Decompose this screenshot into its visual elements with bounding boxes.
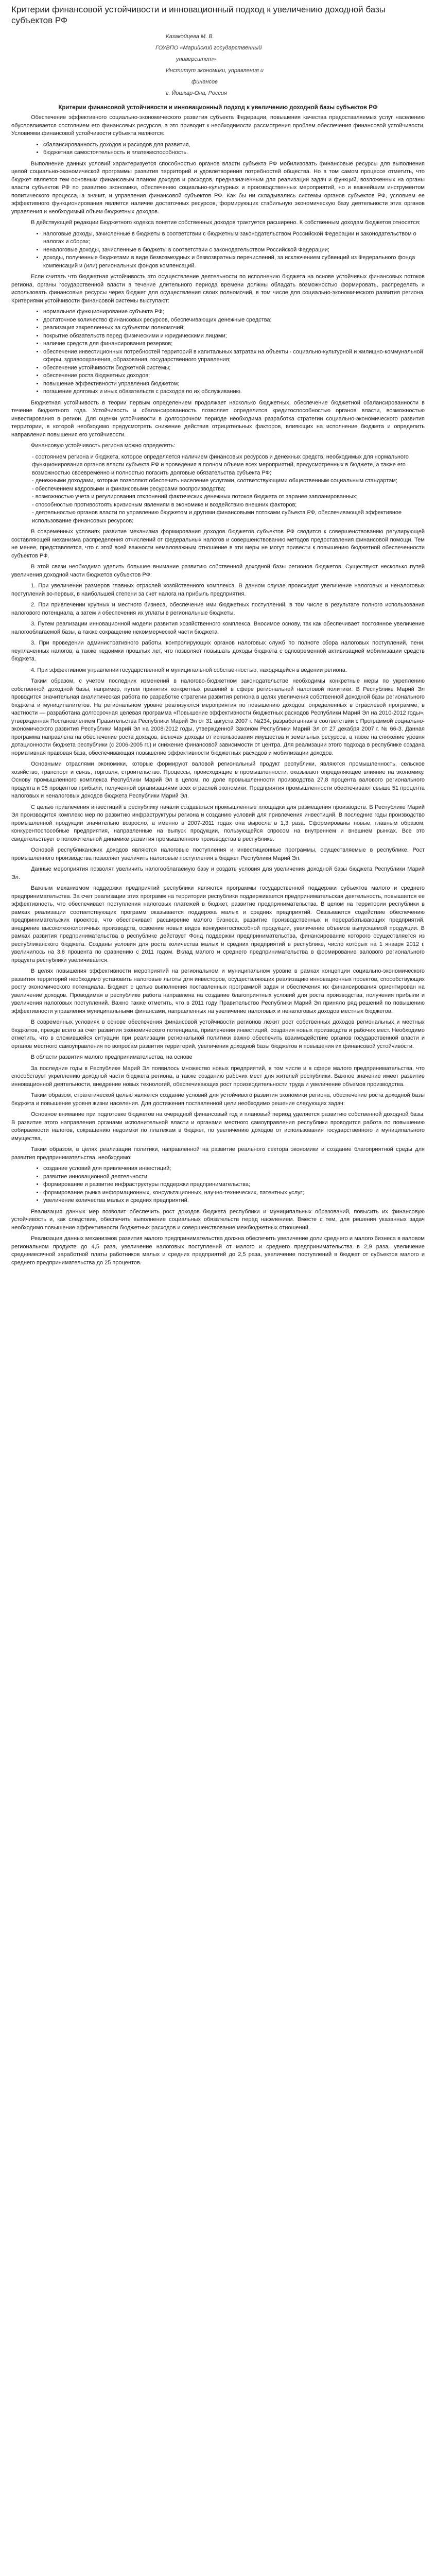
affiliation-line: университет»: [176, 56, 216, 62]
list-item: • обеспечение устойчивости бюджетной системы;: [43, 364, 425, 372]
document-title: Критерии финансовой устойчивости и инновационный подход к увеличению доходной базы субъектов РФ: [11, 5, 386, 25]
bullet-list: [11, 1165, 425, 1205]
author-name: Казакойцева М. В.: [166, 33, 214, 40]
list-item: • налоговые доходы, зачисленные в бюджеты в соответствии с бюджетным законодательством Российской Федерации и законодательством о налогах и сборах;: [43, 230, 425, 246]
list-item: • обеспечение роста бюджетных доходов;: [43, 372, 425, 380]
paragraph: Важным механизмом поддержки предприятий республики являются программы государственной поддержки субъектов малого и среднего предпринимательства. За счет реализации этих программ на территории республики поддерживается предпринимательская деятельность, повышается ее эффективность, что обеспечивает поступления налоговых платежей в бюджет, развитие предпринимательства. В целом на территории республики в рамках реализации соответствующих программ оказывается поддержка малых и средних предприятий. Оказывается содействие обеспечению предпринимательских проектов, что обеспечивает расширение малого бизнеса, развитие производственных и перерабатывающих предприятий, внедрение высокотехнологичных производств, освоение новых видов конкурентоспособной продукции, увеличение объемов выпускаемой продукции. В рамках развития предпринимательства в республике действует Фонд поддержки предпринимательства, финансирование которого осуществляется из республиканского бюджета. Созданы условия для роста количества малых и средних предприятий в республике, число которых на 1 января 2012 г. увеличилось на 3,6 процента по сравнению с 2011 годом. Вклад малого и среднего предпринимательства в формирование валового регионального продукта республики увеличивается.: [11, 885, 425, 963]
list-item: - способностью противостоять кризисным явлениям в экономике и воздействию внешних факторов;: [32, 501, 297, 508]
list-item: - деятельностью органов власти по управлению бюджетом и другими финансовыми потоками субъекта РФ, обеспечивающей эффективное использование финансовых ресурсов;: [32, 510, 402, 524]
paragraph: Основой республиканских доходов являются налоговые поступления и инвестиционные программы, осуществляемые в республике. Рост промышленного производства позволяет увеличить налоговые поступления в бюджет Республики Марий Эл.: [11, 847, 425, 861]
list-item: • развитие инновационной деятельности;: [43, 1173, 425, 1181]
list-item: • достаточное количество финансовых ресурсов, обеспечивающих денежные средства;: [43, 316, 425, 325]
paragraph: За последние годы в Республике Марий Эл появилось множество новых предприятий, в том числе и в сфере малого предпринимательства, что способствует укреплению доходной части бюджета региона, а также созданию рабочих мест для жителей республики. Важное значение имеет развитие инновационной деятельности, внедрение новых технологий, обеспечивающих рост производительности труда и увеличение объемов производства.: [11, 1065, 425, 1088]
paragraph: В этой связи необходимо уделить большее внимание развитию собственной доходной базы регионов бюджетов. Существуют несколько путей увеличения доходной части бюджетов субъектов РФ:: [11, 564, 425, 578]
list-item: • увеличение количества малых и средних предприятий.: [43, 1197, 425, 1205]
paragraph: Таким образом, в целях реализации политики, направленной на развитие реального сектора экономики и создание благоприятной среды для развития предпринимательства, необходимо:: [11, 1146, 425, 1161]
list-item: - обеспечением кадровыми и финансовыми ресурсами воспроизводства;: [32, 485, 226, 492]
affiliation-line: ГОУВПО «Марийский государственный: [155, 45, 262, 51]
paragraph: В современных условиях в основе обеспечения финансовой устойчивости регионов лежит рост собственных доходов региональных и местных бюджетов, прежде всего за счет развития экономического потенциала, привлечения инвестиций, создания новых производств и рабочих мест. Необходимо отметить, что в сложившейся ситуации при реализации региональной политики важно обеспечить взаимодействие органов государственной власти и органов местного самоуправления по вопросам развития территорий, увеличения доходной базы бюджетов и повышения их финансовой устойчивости.: [11, 1019, 425, 1049]
paragraph: Основными отраслями экономики, которые формируют валовой региональный продукт республики, являются промышленность, сельское хозяйство, транспорт и связь, торговля, строительство. Процессы, происходящие в промышленности, оказывают определяющее влияние на экономику. Основу промышленного комплекса Республики Марий Эл в целом, по доле промышленности производства 27,8 процента валового регионального продукта и 95 процентов прибыли, полученной организациями всех отраслей экономики. Предприятия промышленности обеспечивают свыше 51 процента налоговых и неналоговых доходов бюджета Республики Марий Эл.: [11, 761, 425, 799]
list-item: - возможностью учета и регулирования отклонений фактических денежных потоков бюджета от заранее запланированных;: [32, 494, 358, 500]
article-heading: Критерии финансовой устойчивости и инновационный подход к увеличению доходной базы субъектов РФ: [58, 105, 378, 111]
paragraph: Таким образом, стратегической целью является создание условий для устойчивого развития экономики региона, обеспечение роста доходной базы бюджета и повышение уровня жизни населения. Для достижения поставленной цели необходимо решение следующих задач:: [11, 1092, 425, 1107]
paragraph: С целью привлечения инвестиций в республику начали создаваться промышленные площадки для размещения производств. В Республике Марий Эл производится комплекс мер по развитию инфраструктуры региона и созданию условий для привлечения инвестиций. В последние годы производство промышленной продукции значительно возросло, а именно в 2007-2011 годах она выросла в 1,3 раза. Сформированы новые, главным образом, конкурентоспособные предприятия, направленные на выпуск продукции, пользующейся спросом на внутреннем и внешнем рынках. Все это свидетельствует о положительной динамике развития промышленного производства в республике.: [11, 804, 425, 842]
bullet-list: [11, 453, 425, 526]
list-item: • обеспечение инвестиционных потребностей территорий в капитальных затратах на объекты - социально-культурной и жилищно-коммунальной сферы, здравоохранения, образования, государственного управления;: [43, 348, 425, 364]
paragraph: В области развития малого предпринимательства, на основе: [31, 1054, 193, 1060]
affiliation-line: Институт экономики, управления и: [166, 67, 264, 74]
bullet-list: [11, 141, 425, 157]
paragraph: Данные мероприятия позволят увеличить налогооблагаемую базу и создать условия для увеличения доходной базы бюджета Республики Марий Эл.: [11, 866, 425, 880]
paragraph: 3. При проведении административного работы, контролирующих органов налоговых служб по полноте сбора налоговых поступлений, пени, неуплаченных налогов, а также недоимки прошлых лет, что позволяет повышать доходы бюджета с одновременной активизацией мобилизации средств бюджета.: [11, 640, 425, 662]
list-item: • реализация закрепленных за субъектом полномочий;: [43, 324, 425, 332]
list-item: • создание условий для привлечения инвестиций;: [43, 1165, 425, 1173]
article-body: [11, 114, 425, 1267]
paragraph: Обеспечение эффективного социально-экономического развития субъекта Федерации, повышения качества предоставляемых услуг населению обусловливается состоянием его финансовых ресурсов, а это приводит к необходимости рассмотрения проблем обеспечения финансовой устойчивости. Условиями финансовой устойчивости субъекта являются:: [11, 114, 425, 137]
paragraph: 2. При привлечении крупных и местного бизнеса, обеспечение ими бюджетных поступлений, в том числе в результате полного использования налогового потенциала, а затем и обеспечения их уплаты в региональные бюджеты.: [11, 602, 425, 616]
list-item: • бюджетная самостоятельность и платежеспособность.: [43, 149, 425, 157]
paragraph: Реализация данных мер позволит обеспечить рост доходов бюджета республики и муниципальных образований, повысить их финансовую устойчивость и, как следствие, обеспечить выполнение социальных обязательств перед населением. Вместе с тем, для решения указанных задач необходимо повышение эффективности бюджетных расходов и совершенствование межбюджетных отношений.: [11, 1208, 425, 1231]
paragraph: В современных условиях развитие механизма формирования доходов бюджетов субъектов РФ сводится к совершенствованию регулирующей составляющей механизма распределения отчислений от федеральных налогов и совершенствованию методов предоставления финансовой помощи. Тем не менее, представляется, что с этой всей важности немаловажным отношение в эти меры не могут привести к повышению бюджетной обеспеченности субъектов РФ.: [11, 529, 425, 559]
list-item: • покрытие обязательств перед физическими и юридическими лицами;: [43, 332, 425, 341]
paragraph: Таким образом, с учетом последних изменений в налогово-бюджетном законодательстве необходимы конкретные меры по укреплению собственной доходной базы, например, путем принятия конкретных решений в сфере региональной налоговой политики. В Республике Марий Эл проводится значительная аналитическая работа по разработке стратегии развития региона в целях увеличения собственной доходной базы регионального бюджета и муниципалитетов. На региональном уровне реализуются мероприятия по повышению доходов, определенных в отраслевой программе, в частности — разработана долгосрочная целевая программа «Повышение эффективности бюджетных расходов Республики Марий Эл на 2010-2012 годы», утвержденная Постановлением Правительства Республики Марий Эл от 31 августа 2007 г. №234, разработанная в соответствии с Программой социально-экономического развития Республики Марий Эл на 2008-2012 годы, утвержденной Законом Республики Марий Эл от 27 декабря 2007 г. № 66-З. Данная программа направлена на обеспечение роста доходов, включая доходы от использования имущества и земельных ресурсов, а также на снижение уровня дотационности бюджета республики (с 2006-2005 гг.) и снижение финансовой зависимости от центра. Для реализации этого подхода в республике создана нормативная правовая база, обеспечивающая повышение эффективности бюджетных расходов и мобилизации доходов.: [11, 678, 425, 756]
list-item: • сбалансированность доходов и расходов для развития,: [43, 141, 425, 149]
list-item: - состоянием региона и бюджета, которое определяется наличием финансовых ресурсов и денежных средств, необходимых для нормального функционирования органов власти субъекта РФ и проведения в полном объеме всех мероприятий, предусмотренных в бюджете, а также его возможностью своевременно и полностью погасить долговые обязательства субъекта РФ;: [32, 453, 409, 476]
bullet-list: [11, 308, 425, 396]
list-item: • повышение эффективности управления бюджетом;: [43, 380, 425, 388]
document-page: [0, 0, 436, 1282]
list-item: - денежными доходами, которые позволяют обеспечить население услугами, соответствующими общественным социальным стандартам;: [32, 478, 397, 484]
bullet-list: [11, 230, 425, 270]
list-item: • формирование и развитие инфраструктуры поддержки предпринимательства;: [43, 1181, 425, 1189]
author-block: [11, 31, 425, 99]
paragraph: В целях повышения эффективности мероприятий на региональном и муниципальном уровне в рамках концепции социально-экономического развития территорий необходимо установить налоговые льготы для инвесторов, осуществляющих реализацию инновационных проектов, способствующих росту экономического потенциала. Бюджет с целью выполнения поставленных программой задач и обеспечения их финансирования ориентирован на увеличение доходов. Проводимая в республике работа направлена на создание благоприятных условий для роста производства, получения прибыли и увеличения налоговых поступлений. Важно также отметить, что в 2011 году Правительство Республики Марий Эл приняло ряд решений по повышению эффективности управления муниципальными финансами, направленных на увеличение налоговых и неналоговых доходов местных бюджетов.: [11, 968, 425, 1014]
paragraph: Если считать что бюджетная устойчивость это осуществление деятельности по исполнению бюджета на основе устойчивых финансовых потоков региона, органы государственной власти в течение длительного периода времени должны обладать возможностью формировать, распределять и использовать финансовые ресурсы через бюджет для осуществления своих полномочий, в том числе для социально-экономического развития региона. Критериями устойчивости финансовой системы выступают:: [11, 274, 425, 304]
paragraph: В действующей редакции Бюджетного кодекса понятие собственных доходов трактуется расширено. К собственным доходам бюджетов относятся:: [31, 219, 421, 226]
list-item: • неналоговые доходы, зачисленные в бюджеты в соответствии с законодательством Российской Федерации;: [43, 246, 425, 255]
list-item: • погашение долговых и иных обязательств с расходов по их обслуживанию.: [43, 388, 425, 396]
author-city: г. Йошкар-Ола, Россия: [166, 90, 227, 96]
paragraph: Выполнение данных условий характеризуется способностью органов власти субъекта РФ мобилизовать финансовые ресурсы для выполнения целой социально-экономической программы развития территорий и удовлетворения потребностей общества. Но в том самом процессе отметить, что бюджет является тем основным финансовым планом доходов и расходов, предназначенным для реализации задач и функций, возложенных на органы власти субъектов РФ по развитию экономики, обеспечению социально-культурных и производственных мероприятий, но и важнейшим инструментом политического процесса, а значит, и управления финансовой субъектов РФ. Как бы ни складывались системы органов субъектов РФ, условием ее эффективного функционирования является наличие достаточных ресурсов, формирующих стабильную экономическую базу деятельности этих органов управления и необходимый объем бюджетных доходов.: [11, 160, 425, 215]
paragraph: Реализация данных механизмов развития малого предпринимательства должна обеспечить увеличение доли среднего и малого бизнеса в валовом региональном продукте до 4,5 раза, увеличение налоговых поступлений от малого и среднего предпринимательства в 2,9 раза, увеличение среднемесячной заработной платы работников малых и средних предприятий до 2,5 раза, увеличение поступлений в бюджет от субъектов малого и среднего предпринимательства до 25 процентов.: [11, 1235, 425, 1266]
paragraph: 3. Путем реализации инновационной модели развития хозяйственного комплекса. Вносимое основу, так как обеспечивает постоянное увеличение налогооблагаемой базы, а также сокращение некоммерческой части бюджета.: [11, 621, 425, 635]
list-item: • формирование рынка информационных, консультационных, научно-технических, патентных услуг;: [43, 1189, 425, 1197]
list-item: • нормальное функционирование субъекта РФ;: [43, 308, 425, 316]
paragraph: Финансовую устойчивость региона можно определять:: [31, 443, 176, 449]
list-item: • доходы, полученные бюджетами в виде безвозмездных и безвозвратных перечислений, за исключением субвенций из Федерального фонда компенсаций и (или) региональных фондов компенсаций.: [43, 254, 425, 270]
paragraph: Бюджетная устойчивость в теории первым определением продолжает насколько бюджетных, обеспечение бюджетной сбалансированности в течение бюджетного года. Устойчивость и сбалансированность позволяет определится кредитоспособностью органов власти, возможностью инвестирования в регион. Для оценки устойчивости в долгосрочном периоде необходима разработка стратегии социально-экономического развития территории, в которой необходимо предусмотреть снижение действия отрицательных факторов, влияющих на исполнение бюджета и определить направления повышения его устойчивости.: [11, 399, 425, 438]
affiliation-line: финансов: [191, 79, 218, 85]
paragraph: 1. При увеличении размеров главных отраслей хозяйственного комплекса. В данном случае происходит увеличение налоговых и неналоговых поступлений во-первых, в наибольшей степени за счет налога на прибыль предприятия.: [11, 583, 425, 597]
list-item: • наличие средств для финансирования резервов;: [43, 340, 425, 348]
paragraph: 4. При эффективном управлении государственной и муниципальной собственностью, находящейся в ведении региона.: [31, 667, 347, 673]
paragraph: Основное внимание при подготовке бюджетов на очередной финансовый год и плановый период уделяется развитию собственной доходной базы. В развитие этого направления органами исполнительной власти и органами местного самоуправления республики проводится работа по повышению собираемости налогов, сокращению недоимки по платежам в бюджет, по увеличению доходов от использования государственного и муниципального имущества.: [11, 1111, 425, 1142]
